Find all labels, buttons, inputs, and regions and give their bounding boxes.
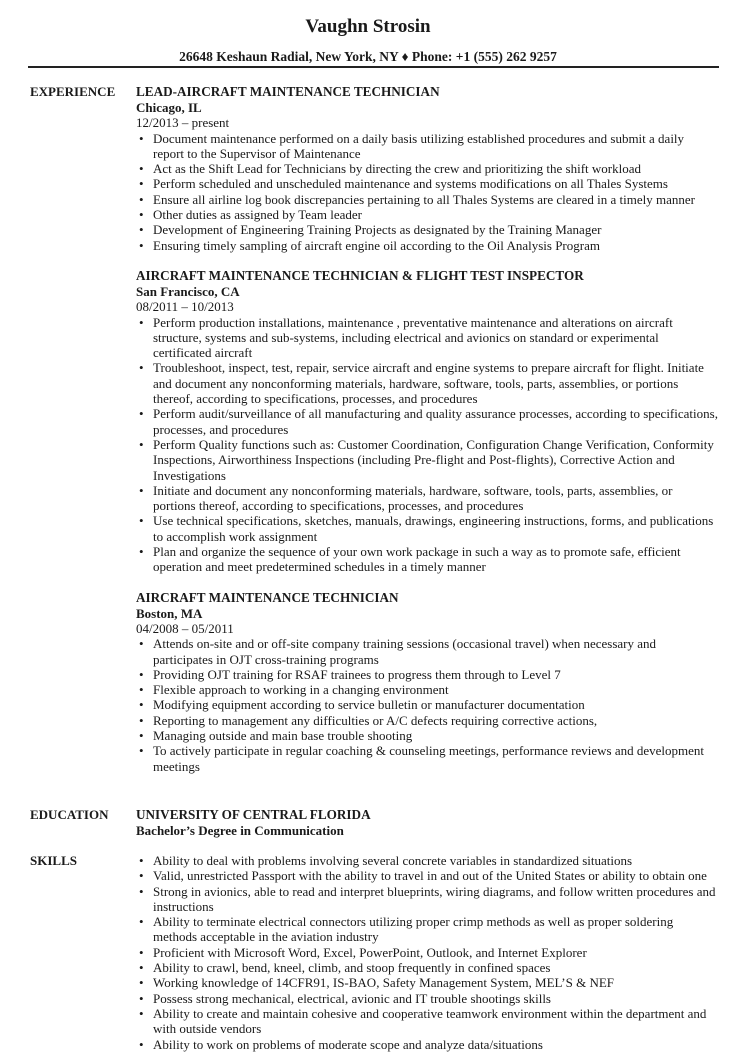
bullet-item: • Troubleshoot, inspect, test, repair, service aircraft and engine systems to prepare aircraft for flight. Initiate and document any nonconforming materials, hardware, software, tools, parts, assemblies, or portions thereof, according to specifications, processes, and procedures (136, 360, 718, 406)
skill-item: • Ability to work on problems of moderate scope and analyze data/situations (136, 1037, 718, 1052)
experience-section (30, 84, 718, 789)
header-divider (28, 66, 719, 68)
bullet-item: • Attends on-site and or off-site company training sessions (occasional travel) when necessary and participates in OJT cross-training programs (136, 636, 718, 667)
section-label-education: EDUCATION (30, 807, 109, 822)
bullet-item: • Ensure all airline log book discrepancies pertaining to all Thales Systems are cleared in a timely manner (136, 192, 718, 207)
skill-item: • Ability to create and maintain cohesive and cooperative teamwork environment within the department and with outside vendors (136, 1006, 718, 1037)
job-location: San Francisco, CA (136, 283, 240, 299)
bullet-item: • Managing outside and main base trouble shooting (136, 728, 718, 743)
bullet-item: • Perform Quality functions such as: Customer Coordination, Configuration Change Verification, Conformity Inspections, Airworthiness Inspections (including Pre-flight and Post-flights), Corrective Action and Investigations (136, 437, 718, 483)
section-label-skills: SKILLS (30, 853, 77, 868)
job-location: Chicago, IL (136, 100, 202, 115)
job-entry (136, 268, 718, 575)
skill-item: • Working knowledge of 14CFR91, IS-BAO, Safety Management System, MEL’S & NEF (136, 975, 718, 990)
bullet-item: • Flexible approach to working in a changing environment (136, 682, 718, 697)
skills-body (136, 853, 718, 1052)
bullet-item: • Act as the Shift Lead for Technicians by directing the crew and prioritizing the shift workload (136, 161, 718, 176)
education-section (30, 807, 718, 838)
contact-line: 26648 Keshaun Radial, New York, NY ♦ Phone: +1 (555) 262 9257 (179, 49, 557, 64)
bullet-item: • Use technical specifications, sketches, manuals, drawings, engineering instructions, forms, and publications to accomplish work assignment (136, 513, 718, 544)
skill-item: • Proficient with Microsoft Word, Excel, PowerPoint, Outlook, and Internet Explorer (136, 945, 718, 960)
job-bullets (136, 131, 718, 253)
skill-item: • Ability to deal with problems involving several concrete variables in standardized situations (136, 853, 718, 868)
job-bullets (136, 315, 718, 575)
job-entry (136, 590, 718, 774)
skill-item: • Possess strong mechanical, electrical, avionic and IT trouble shootings skills (136, 991, 718, 1006)
bullet-item: • Other duties as assigned by Team leader (136, 207, 718, 222)
skill-item: • Valid, unrestricted Passport with the ability to travel in and out of the United States or ability to obtain one (136, 868, 718, 883)
job-title: LEAD-AIRCRAFT MAINTENANCE TECHNICIAN (136, 84, 440, 99)
job-dates: 04/2008 – 05/2011 (136, 620, 234, 636)
job-location: Boston, MA (136, 605, 203, 621)
bullet-item: • Modifying equipment according to service bulletin or manufacturer documentation (136, 697, 718, 712)
job-dates: 12/2013 – present (136, 115, 230, 131)
education-degree: Bachelor’s Degree in Communication (136, 823, 344, 838)
bullet-item: • Perform production installations, maintenance , preventative maintenance and alterations on aircraft structure, systems and sub-systems, including electrical and avionics on standard or experimental certificated aircraft (136, 315, 718, 361)
education-body (136, 807, 718, 838)
bullet-item: • Document maintenance performed on a daily basis utilizing established procedures and submit a daily report to the Supervisor of Maintenance (136, 131, 718, 162)
education-school: UNIVERSITY OF CENTRAL FLORIDA (136, 807, 371, 822)
job-title: AIRCRAFT MAINTENANCE TECHNICIAN (136, 589, 399, 605)
job-bullets (136, 636, 718, 774)
bullet-item: • Ensuring timely sampling of aircraft engine oil according to the Oil Analysis Program (136, 238, 718, 253)
bullet-item: • Development of Engineering Training Projects as designated by the Training Manager (136, 222, 718, 237)
bullet-item: • Reporting to management any difficulties or A/C defects requiring corrective actions, (136, 713, 718, 728)
bullet-item: • To actively participate in regular coaching & counseling meetings, performance reviews and development meetings (136, 743, 718, 774)
skill-item: • Ability to crawl, bend, kneel, climb, and stoop frequently in confined spaces (136, 960, 718, 975)
bullet-item: • Perform audit/surveillance of all manufacturing and quality assurance processes, according to specifications, processes, and procedures (136, 406, 718, 437)
skill-item: • Strong in avionics, able to read and interpret blueprints, wiring diagrams, and follow written procedures and instructions (136, 884, 718, 915)
candidate-name: Vaughn Strosin (305, 16, 431, 37)
bullet-item: • Providing OJT training for RSAF trainees to progress them through to Level 7 (136, 667, 718, 682)
section-label-experience: EXPERIENCE (30, 84, 116, 99)
bullet-item: • Perform scheduled and unscheduled maintenance and systems modifications on all Thales Systems (136, 176, 718, 191)
skills-section (30, 853, 718, 1052)
job-title: AIRCRAFT MAINTENANCE TECHNICIAN & FLIGHT TEST INSPECTOR (136, 267, 584, 283)
bullet-item: • Initiate and document any nonconforming materials, hardware, software, tools, parts, assemblies, or portions thereof, according to specifications, processes, and procedures (136, 483, 718, 514)
job-dates: 08/2011 – 10/2013 (136, 299, 234, 315)
skills-list (136, 853, 718, 1052)
bullet-item: • Plan and organize the sequence of your own work package in such a way as to promote safe, efficient operation and meet predetermined schedules in a timely manner (136, 544, 718, 575)
job-entry (136, 84, 718, 253)
skill-item: • Ability to terminate electrical connectors utilizing proper crimp methods as well as proper soldering methods acceptable in the aviation industry (136, 914, 718, 945)
resume-header (0, 0, 736, 66)
experience-body (136, 84, 718, 774)
